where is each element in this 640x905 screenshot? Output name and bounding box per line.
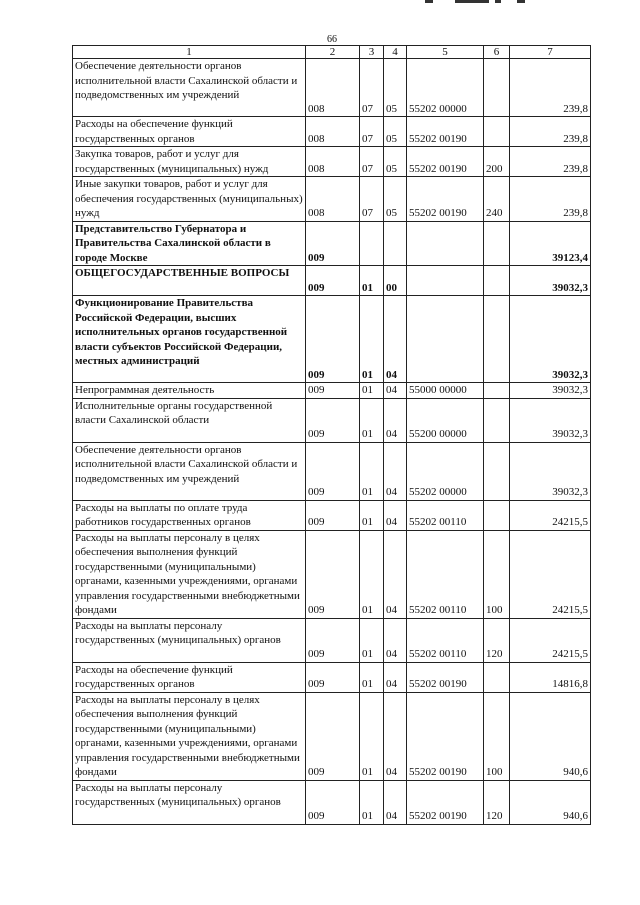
expense-type-cell: 120 — [484, 618, 510, 662]
ministry-code-cell: 008 — [306, 147, 360, 177]
amount-cell: 24215,5 — [510, 530, 591, 618]
row-name-cell: Расходы на выплаты персоналу государственных (муниципальных) органов — [73, 780, 306, 824]
header-cell: 1 — [73, 46, 306, 59]
target-article-cell: 55202 00190 — [407, 692, 484, 780]
expense-type-cell: 100 — [484, 692, 510, 780]
row-name-cell: Обеспечение деятельности органов исполнительной власти Сахалинской области и подведомственных им учреждений — [73, 59, 306, 117]
expense-type-cell — [484, 398, 510, 442]
target-article-cell: 55202 00000 — [407, 59, 484, 117]
ministry-code-cell: 009 — [306, 780, 360, 824]
amount-cell: 14816,8 — [510, 662, 591, 692]
target-article-cell: 55202 00190 — [407, 177, 484, 222]
budget-table — [72, 45, 591, 825]
amount-cell: 39032,3 — [510, 398, 591, 442]
table-row — [73, 117, 591, 147]
target-article-cell: 55202 00110 — [407, 500, 484, 530]
section-code-cell: 01 — [360, 500, 384, 530]
target-article-cell: 55202 00190 — [407, 780, 484, 824]
amount-cell: 39032,3 — [510, 266, 591, 296]
row-name-cell: Функционирование Правительства Российской Федерации, высших исполнительных органов государственной власти субъектов Российской Федерации, местных администраций — [73, 296, 306, 383]
table-row — [73, 692, 591, 780]
table-row — [73, 177, 591, 222]
target-article-cell — [407, 266, 484, 296]
ministry-code-cell: 009 — [306, 692, 360, 780]
row-name-cell: Расходы на обеспечение функций государственных органов — [73, 662, 306, 692]
expense-type-cell — [484, 662, 510, 692]
target-article-cell: 55202 00190 — [407, 662, 484, 692]
subsection-code-cell: 05 — [384, 177, 407, 222]
page-number: 66 — [327, 34, 337, 45]
table-row — [73, 59, 591, 117]
header-cell: 3 — [360, 46, 384, 59]
row-name-cell: Представительство Губернатора и Правительства Сахалинской области в городе Москве — [73, 221, 306, 266]
expense-type-cell — [484, 500, 510, 530]
subsection-code-cell: 04 — [384, 530, 407, 618]
amount-cell: 24215,5 — [510, 618, 591, 662]
ministry-code-cell: 009 — [306, 662, 360, 692]
subsection-code-cell: 04 — [384, 780, 407, 824]
ministry-code-cell: 009 — [306, 383, 360, 399]
expense-type-cell: 100 — [484, 530, 510, 618]
section-code-cell: 07 — [360, 117, 384, 147]
section-code-cell: 01 — [360, 398, 384, 442]
header-cell: 2 — [306, 46, 360, 59]
section-code-cell: 07 — [360, 59, 384, 117]
target-article-cell — [407, 296, 484, 383]
row-name-cell: Закупка товаров, работ и услуг для государственных (муниципальных) нужд — [73, 147, 306, 177]
expense-type-cell — [484, 296, 510, 383]
ministry-code-cell: 009 — [306, 530, 360, 618]
table-row — [73, 266, 591, 296]
target-article-cell: 55202 00000 — [407, 442, 484, 500]
subsection-code-cell: 04 — [384, 500, 407, 530]
ministry-code-cell: 009 — [306, 296, 360, 383]
subsection-code-cell: 04 — [384, 398, 407, 442]
subsection-code-cell: 05 — [384, 147, 407, 177]
header-cell: 5 — [407, 46, 484, 59]
section-code-cell: 01 — [360, 662, 384, 692]
amount-cell: 39032,3 — [510, 296, 591, 383]
target-article-cell: 55202 00110 — [407, 530, 484, 618]
expense-type-cell — [484, 221, 510, 266]
row-name-cell: ОБЩЕГОСУДАРСТВЕННЫЕ ВОПРОСЫ — [73, 266, 306, 296]
subsection-code-cell — [384, 221, 407, 266]
row-name-cell: Непрограммная деятельность — [73, 383, 306, 399]
section-code-cell — [360, 221, 384, 266]
section-code-cell: 07 — [360, 147, 384, 177]
section-code-cell: 01 — [360, 530, 384, 618]
subsection-code-cell: 04 — [384, 692, 407, 780]
table-header-row — [73, 46, 591, 59]
table-row — [73, 530, 591, 618]
ministry-code-cell: 008 — [306, 117, 360, 147]
amount-cell: 24215,5 — [510, 500, 591, 530]
section-code-cell: 01 — [360, 780, 384, 824]
expense-type-cell: 200 — [484, 147, 510, 177]
expense-type-cell — [484, 442, 510, 500]
row-name-cell: Исполнительные органы государственной власти Сахалинской области — [73, 398, 306, 442]
amount-cell: 940,6 — [510, 692, 591, 780]
row-name-cell: Иные закупки товаров, работ и услуг для обеспечения государственных (муниципальных) нужд — [73, 177, 306, 222]
scan-artifact-marks — [425, 0, 535, 4]
ministry-code-cell: 009 — [306, 618, 360, 662]
header-cell: 4 — [384, 46, 407, 59]
amount-cell: 940,6 — [510, 780, 591, 824]
row-name-cell: Обеспечение деятельности органов исполнительной власти Сахалинской области и подведомственных им учреждений — [73, 442, 306, 500]
row-name-cell: Расходы на выплаты персоналу в целях обеспечения выполнения функций государственными (муниципальными) органами, казенными учреждениями, органами управления государственными внебюджетными фондами — [73, 692, 306, 780]
ministry-code-cell: 009 — [306, 266, 360, 296]
expense-type-cell — [484, 383, 510, 399]
subsection-code-cell: 05 — [384, 117, 407, 147]
subsection-code-cell: 04 — [384, 383, 407, 399]
table-row — [73, 662, 591, 692]
expense-type-cell — [484, 117, 510, 147]
table-row — [73, 296, 591, 383]
target-article-cell: 55202 00190 — [407, 147, 484, 177]
subsection-code-cell: 00 — [384, 266, 407, 296]
subsection-code-cell: 04 — [384, 296, 407, 383]
table-row — [73, 442, 591, 500]
target-article-cell: 55000 00000 — [407, 383, 484, 399]
section-code-cell: 01 — [360, 692, 384, 780]
table-row — [73, 500, 591, 530]
subsection-code-cell: 05 — [384, 59, 407, 117]
row-name-cell: Расходы на выплаты персоналу в целях обеспечения выполнения функций государственными (муниципальными) органами, казенными учреждениями, органами управления государственными внебюджетными фондами — [73, 530, 306, 618]
table-row — [73, 221, 591, 266]
amount-cell: 239,8 — [510, 59, 591, 117]
target-article-cell — [407, 221, 484, 266]
ministry-code-cell: 008 — [306, 59, 360, 117]
expense-type-cell — [484, 266, 510, 296]
table-row — [73, 147, 591, 177]
ministry-code-cell: 009 — [306, 442, 360, 500]
target-article-cell: 55202 00190 — [407, 117, 484, 147]
section-code-cell: 07 — [360, 177, 384, 222]
table-row — [73, 398, 591, 442]
subsection-code-cell: 04 — [384, 618, 407, 662]
ministry-code-cell: 008 — [306, 177, 360, 222]
subsection-code-cell: 04 — [384, 442, 407, 500]
expense-type-cell: 120 — [484, 780, 510, 824]
ministry-code-cell: 009 — [306, 221, 360, 266]
table-row — [73, 383, 591, 399]
target-article-cell: 55202 00110 — [407, 618, 484, 662]
table-row — [73, 618, 591, 662]
target-article-cell: 55200 00000 — [407, 398, 484, 442]
amount-cell: 39032,3 — [510, 442, 591, 500]
expense-type-cell: 240 — [484, 177, 510, 222]
section-code-cell: 01 — [360, 266, 384, 296]
row-name-cell: Расходы на выплаты персоналу государственных (муниципальных) органов — [73, 618, 306, 662]
expense-type-cell — [484, 59, 510, 117]
ministry-code-cell: 009 — [306, 500, 360, 530]
section-code-cell: 01 — [360, 296, 384, 383]
section-code-cell: 01 — [360, 618, 384, 662]
amount-cell: 239,8 — [510, 177, 591, 222]
amount-cell: 239,8 — [510, 117, 591, 147]
table-row — [73, 780, 591, 824]
amount-cell: 39123,4 — [510, 221, 591, 266]
ministry-code-cell: 009 — [306, 398, 360, 442]
row-name-cell: Расходы на обеспечение функций государственных органов — [73, 117, 306, 147]
amount-cell: 39032,3 — [510, 383, 591, 399]
subsection-code-cell: 04 — [384, 662, 407, 692]
header-cell: 6 — [484, 46, 510, 59]
row-name-cell: Расходы на выплаты по оплате труда работников государственных органов — [73, 500, 306, 530]
section-code-cell: 01 — [360, 442, 384, 500]
section-code-cell: 01 — [360, 383, 384, 399]
amount-cell: 239,8 — [510, 147, 591, 177]
header-cell: 7 — [510, 46, 591, 59]
